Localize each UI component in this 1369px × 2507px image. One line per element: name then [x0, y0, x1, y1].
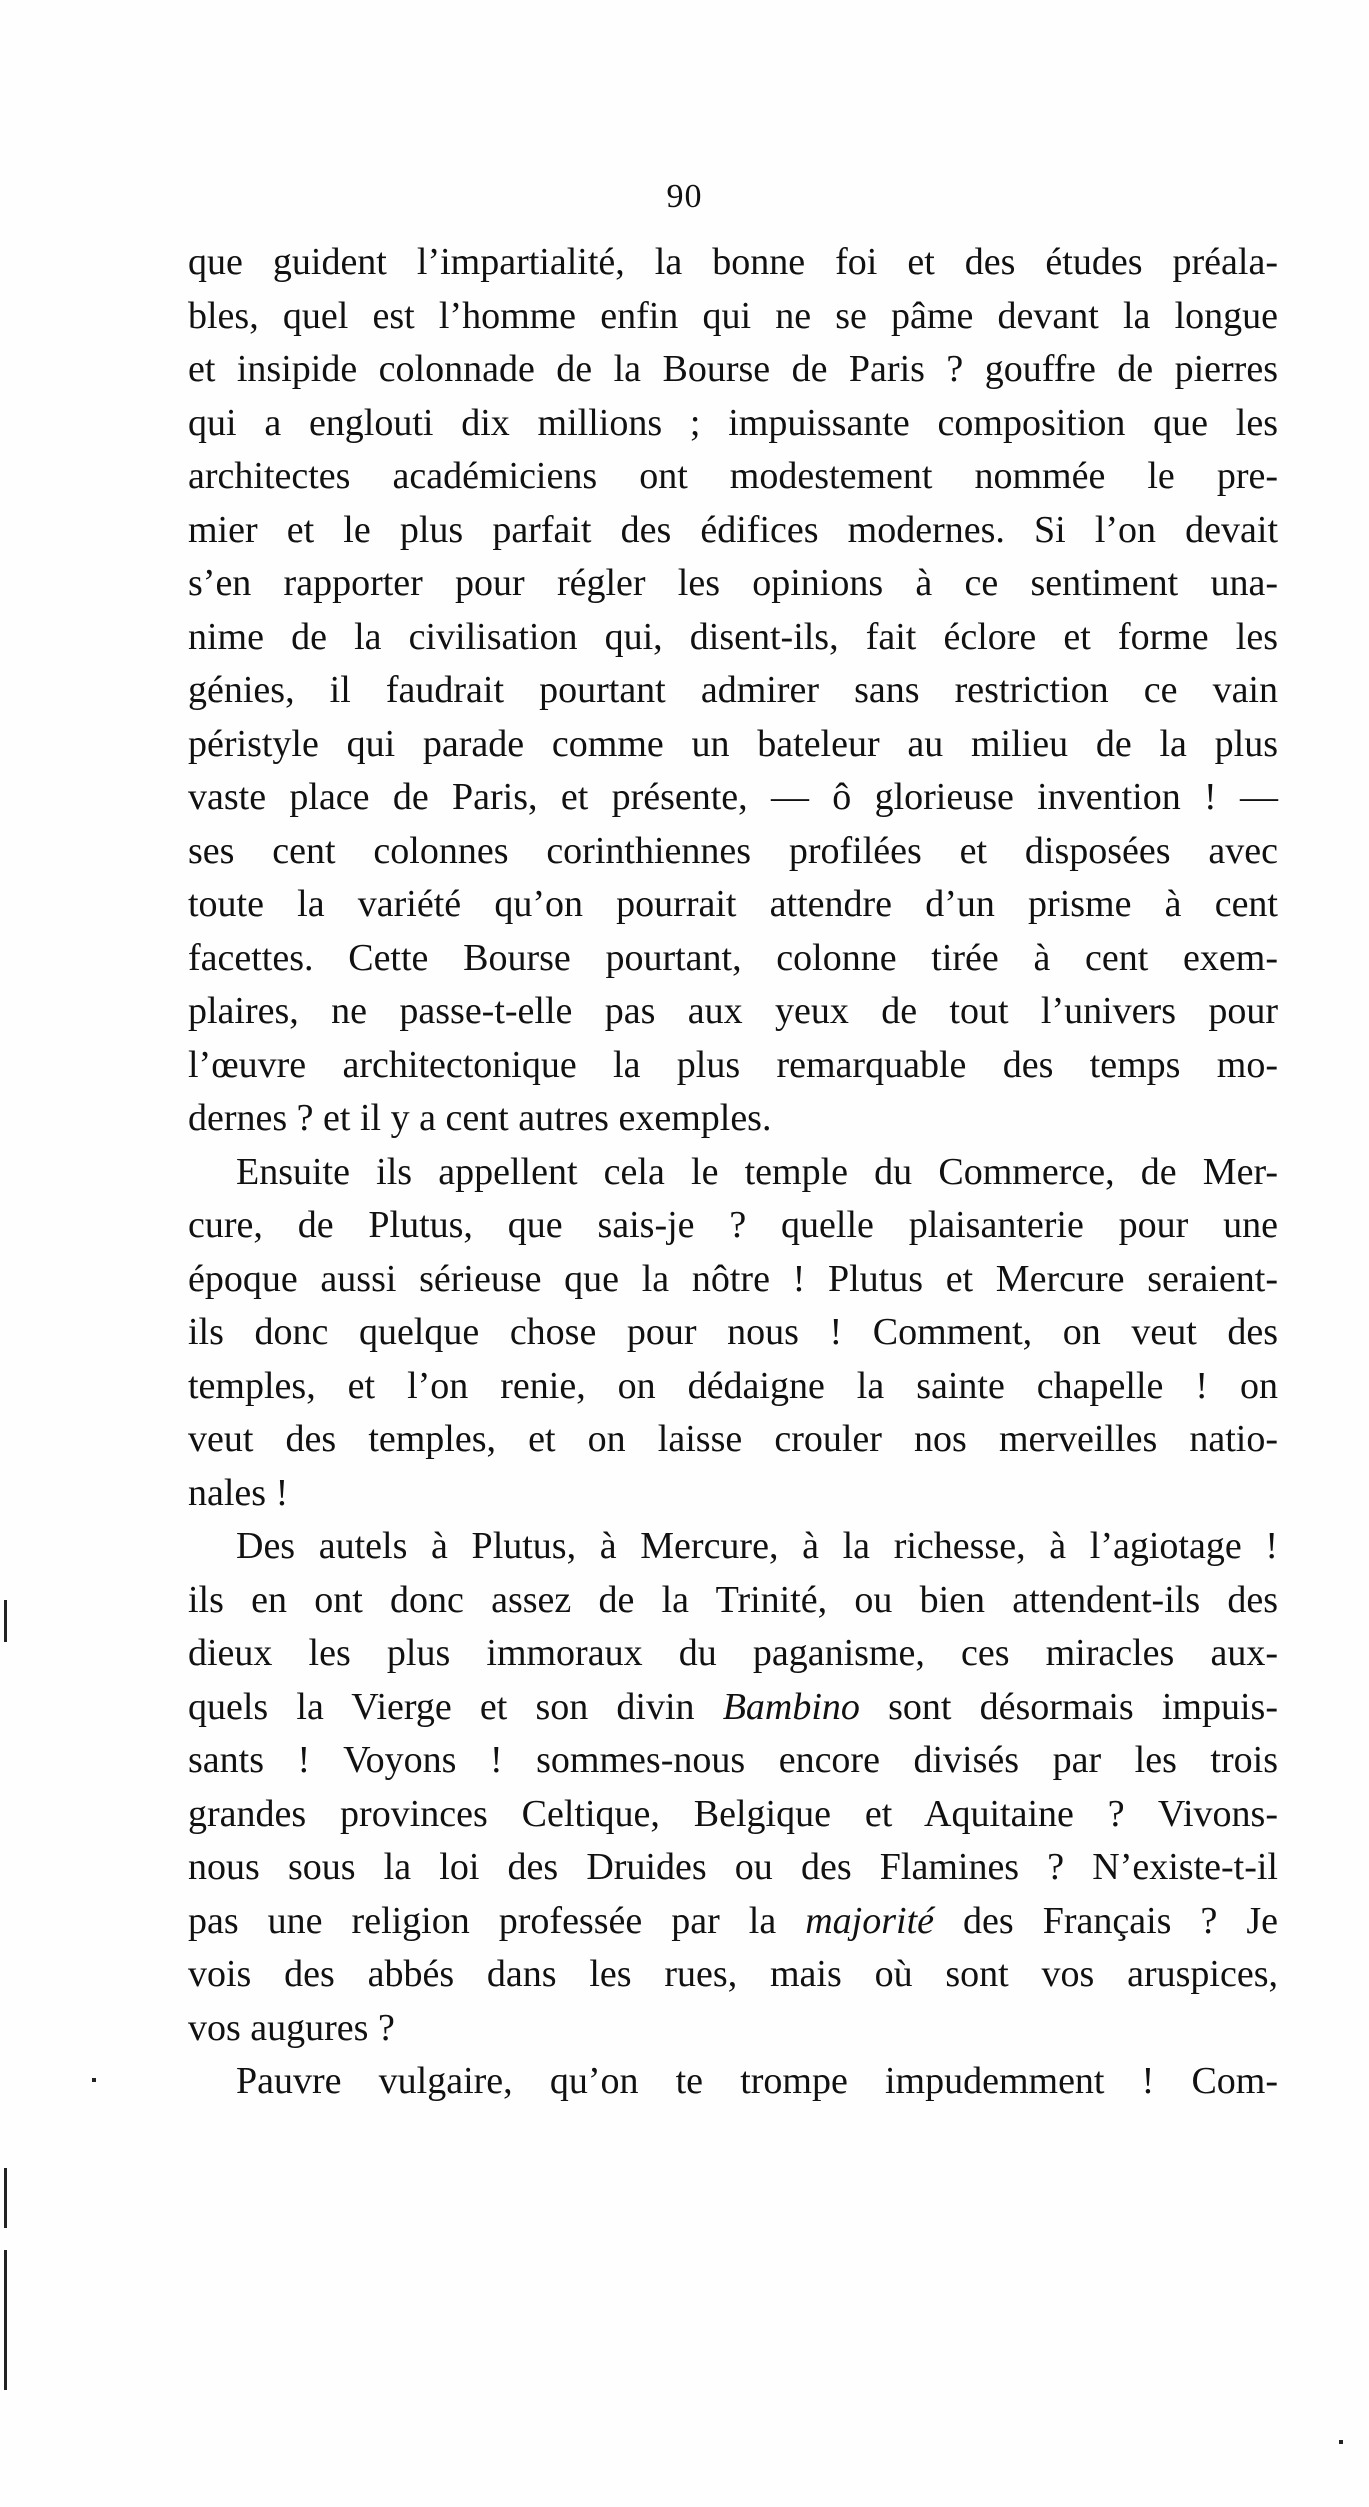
text-line: grandes provinces Celtique, Belgique et Aquitaine ? Vivons-	[188, 1792, 1278, 1835]
text-line	[188, 1895, 1278, 1949]
text-line: ils en ont donc assez de la Trinité, ou bien attendent-ils des	[188, 1578, 1278, 1621]
text-line: nime de la civilisation qui, disent-ils, fait éclore et forme les	[188, 615, 1278, 658]
text-line: sants ! Voyons ! sommes-nous encore divisés par les trois	[188, 1739, 1278, 1781]
text-line: vos augures ?	[188, 2006, 395, 2049]
text-line: Des autels à Plutus, à Mercure, à la richesse, à l’agiotage !	[236, 1525, 1278, 1567]
text-line: architectes académiciens ont modestement nommée le pre-	[188, 455, 1278, 497]
text-line: qui a englouti dix millions ; impuissante composition que les	[188, 401, 1278, 444]
text-line: génies, il faudrait pourtant admirer sans restriction ce vain	[188, 669, 1278, 711]
text-line: et insipide colonnade de la Bourse de Paris ? gouffre de pierres	[188, 348, 1278, 390]
page-number: 90	[666, 178, 703, 215]
text-segment: pas une religion professée par la	[188, 1899, 806, 1942]
text-line: époque aussi sérieuse que la nôtre ! Plutus et Mercure seraient-	[188, 1257, 1278, 1300]
text-line	[188, 1681, 1278, 1735]
text-line: cure, de Plutus, que sais-je ? quelle plaisanterie pour une	[188, 1204, 1278, 1246]
text-segment: sont désormais impuis-	[859, 1685, 1278, 1728]
text-line: Ensuite ils appellent cela le temple du Commerce, de Mer-	[236, 1150, 1278, 1193]
scan-artifact	[1339, 2440, 1343, 2444]
text-segment: des Français ? Je	[934, 1899, 1278, 1942]
text-line: mier et le plus parfait des édifices modernes. Si l’on devait	[188, 508, 1278, 551]
body-text	[188, 236, 1278, 2109]
text-line: péristyle qui parade comme un bateleur au milieu de la plus	[188, 722, 1278, 765]
text-line: ils donc quelque chose pour nous ! Comment, on veut des	[188, 1311, 1278, 1353]
text-line: temples, et l’on renie, on dédaigne la sainte chapelle ! on	[188, 1364, 1278, 1407]
text-line: ses cent colonnes corinthiennes profilées et disposées avec	[188, 829, 1278, 872]
scan-artifact	[4, 2168, 7, 2228]
text-line: vois des abbés dans les rues, mais où sont vos aruspices,	[188, 1953, 1278, 1995]
text-line: facettes. Cette Bourse pourtant, colonne tirée à cent exem-	[188, 936, 1278, 979]
text-line: vaste place de Paris, et présente, — ô glorieuse invention ! —	[188, 776, 1278, 818]
text-line: nales !	[188, 1471, 289, 1514]
italic-word: majorité	[805, 1899, 935, 1942]
text-line: dieux les plus immoraux du paganisme, ces miracles aux-	[188, 1632, 1278, 1674]
text-line: s’en rapporter pour régler les opinions à ce sentiment una-	[188, 562, 1278, 604]
italic-word: Bambino	[722, 1685, 860, 1728]
scan-artifact	[92, 2078, 96, 2082]
text-line: nous sous la loi des Druides ou des Flamines ? N’existe-t-il	[188, 1846, 1278, 1888]
text-line: veut des temples, et on laisse crouler nos merveilles natio-	[188, 1418, 1278, 1460]
text-line: bles, quel est l’homme enfin qui ne se pâme devant la longue	[188, 294, 1278, 337]
scan-artifact	[4, 1600, 7, 1642]
text-line: l’œuvre architectonique la plus remarquable des temps mo-	[188, 1043, 1278, 1086]
text-line: plaires, ne passe-t-elle pas aux yeux de tout l’univers pour	[188, 990, 1278, 1032]
text-line: dernes ? et il y a cent autres exemples.	[188, 1097, 772, 1139]
text-line: que guident l’impartialité, la bonne foi et des études préala-	[188, 241, 1278, 283]
text-line: Pauvre vulgaire, qu’on te trompe impudemment ! Com-	[236, 2060, 1278, 2102]
text-segment: quels la Vierge et son divin	[188, 1685, 723, 1728]
text-line: toute la variété qu’on pourrait attendre d’un prisme à cent	[188, 883, 1278, 925]
scan-artifact	[4, 2250, 7, 2390]
